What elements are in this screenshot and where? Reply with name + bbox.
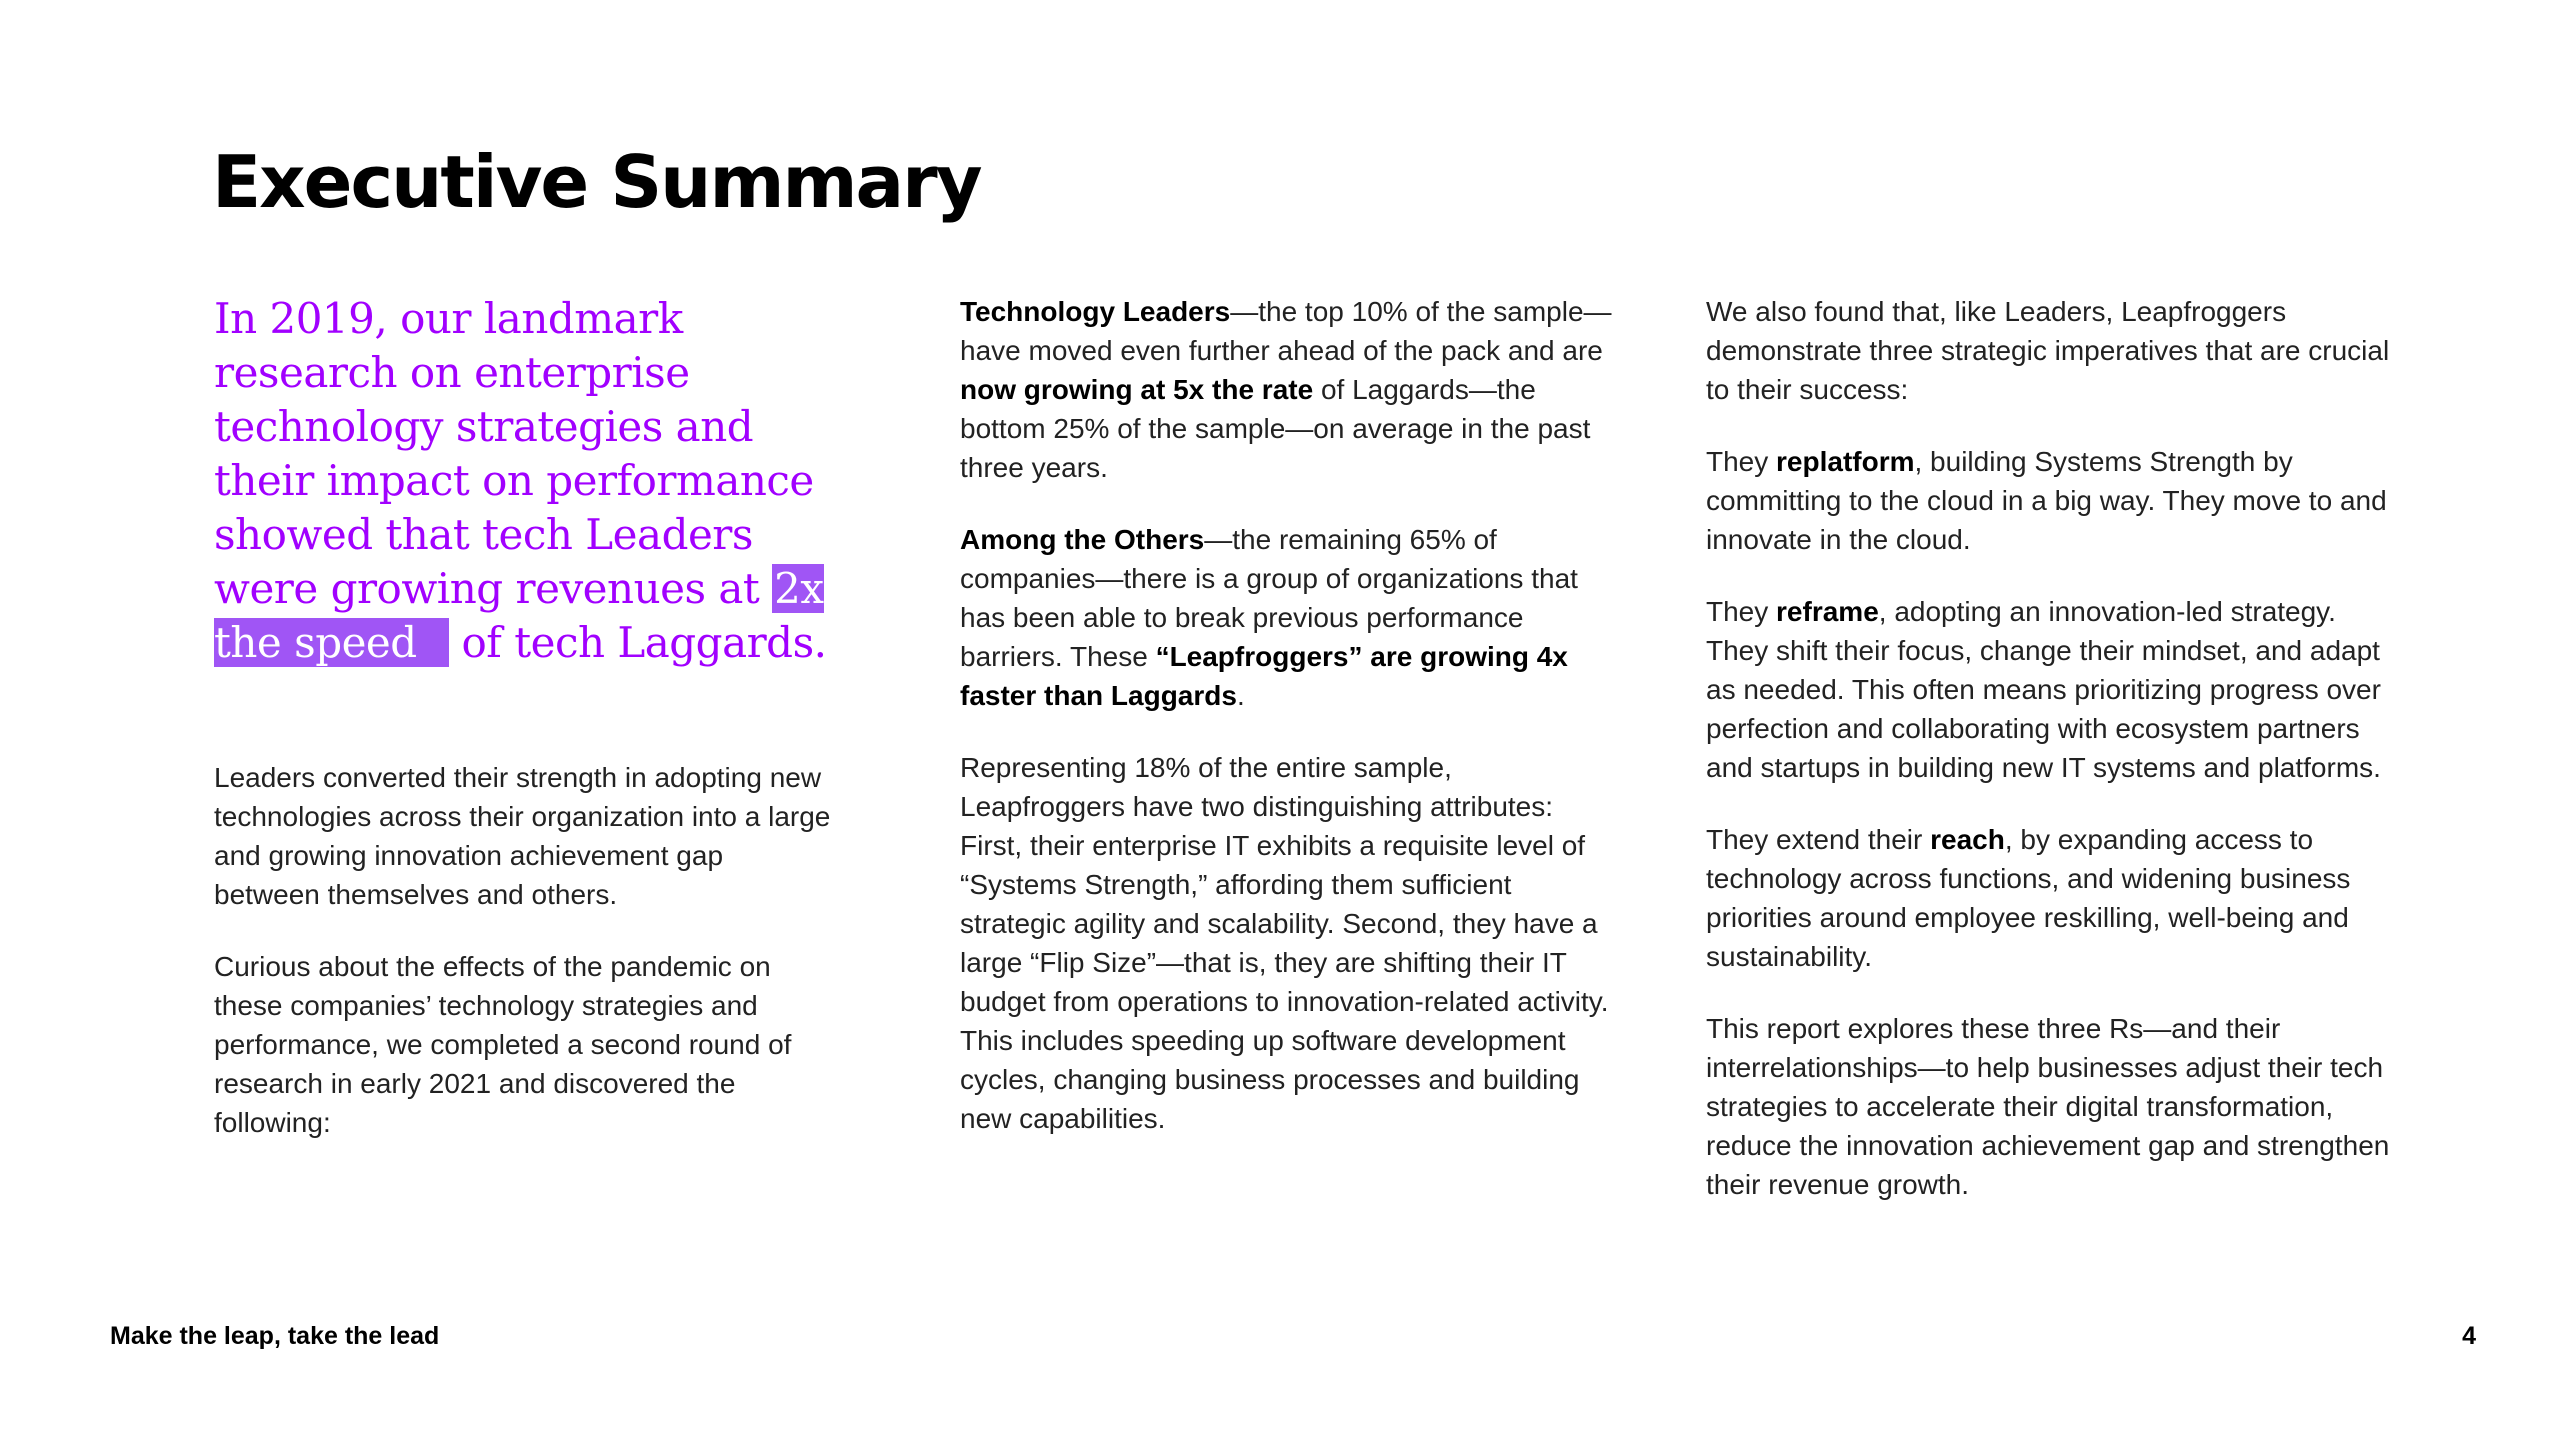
paragraph-text: They extend their [1706, 824, 1931, 855]
paragraph-text: , by expanding access to technology across functions, and widening business priorities around employee reskilling, well-being and sustainability. [1706, 824, 2351, 972]
bold-term: replatform [1776, 446, 1915, 477]
imperatives-conclusion: This report explores these three Rs—and their interrelationships—to help businesses adjust their tech strategies to accelerate their digital transformation, reduce the innovation achievement gap and strengthen their revenue growth. [1706, 1013, 2390, 1200]
footer-title: Make the leap, take the lead [110, 1322, 440, 1350]
lead-quote-end: of tech Laggards. [448, 618, 827, 667]
column-findings [960, 292, 1620, 1171]
findings-paragraph-others [960, 520, 1620, 715]
lead-quote [214, 292, 834, 670]
paragraph-text: , building Systems Strength by committing to the cloud in a big way. They move to and innovate in the cloud. [1706, 446, 2387, 555]
bold-term: Among the Others [960, 524, 1205, 555]
imperatives-intro: We also found that, like Leaders, Leapfroggers demonstrate three strategic imperatives that are crucial to their success: [1706, 296, 2390, 405]
paragraph-text: —the top 10% of the sample—have moved even further ahead of the pack and are [960, 296, 1612, 366]
lead-quote-highlight: 2x the speed [214, 564, 824, 667]
bold-term: Technology Leaders [960, 296, 1231, 327]
lead-quote-text: In 2019, our landmark research on enterprise technology strategies and their impact on performance showed that tech Leaders were growing revenues at [214, 294, 814, 613]
imperative-reach [1706, 820, 2396, 976]
paragraph-text: They [1706, 446, 1777, 477]
findings-paragraph-leaders [960, 292, 1620, 487]
bold-term: reach [1930, 824, 2005, 855]
imperative-replatform [1706, 442, 2396, 559]
column-imperatives [1706, 292, 2396, 1237]
paragraph-text: , adopting an innovation-led strategy. They shift their focus, change their mindset, and adapt as needed. This often means prioritizing progress over perfection and collaborating with ecosystem partners and startups in building new IT systems and platforms. [1706, 596, 2381, 783]
bold-term: now growing at 5x the rate [960, 374, 1314, 405]
bold-term: reframe [1776, 596, 1879, 627]
paragraph-text: . [1236, 680, 1245, 711]
intro-paragraph-2: Curious about the effects of the pandemic on these companies’ technology strategies and performance, we completed a second round of research in early 2021 and discovered the following: [214, 951, 792, 1138]
page-title: Executive Summary [212, 140, 981, 224]
column-intro [214, 292, 834, 1175]
paragraph-text: of Laggards—the bottom 25% of the sample—on average in the past three years. [960, 374, 1591, 483]
imperative-reframe [1706, 592, 2396, 787]
findings-paragraph-leapfroggers: Representing 18% of the entire sample, Leapfroggers have two distinguishing attributes: First, their enterprise IT exhibits a requisite level of “Systems Strength,” affording them sufficient strategic agility and scalability. Second, they have a large “Flip Size”—that is, they are shifting their IT budget from operations to innovation-related activity. This includes speeding up software development cycles, changing business processes and building new capabilities. [960, 752, 1609, 1134]
intro-paragraph-1: Leaders converted their strength in adopting new technologies across their organization into a large and growing innovation achievement gap between themselves and others. [214, 762, 831, 910]
bold-term: “Leapfroggers” are growing 4x faster than Laggards [960, 641, 1568, 711]
page-number: 4 [2462, 1322, 2476, 1350]
paragraph-text: They [1706, 596, 1777, 627]
paragraph-text: —the remaining 65% of companies—there is a group of organizations that has been able to break previous performance barriers. These [960, 524, 1578, 672]
